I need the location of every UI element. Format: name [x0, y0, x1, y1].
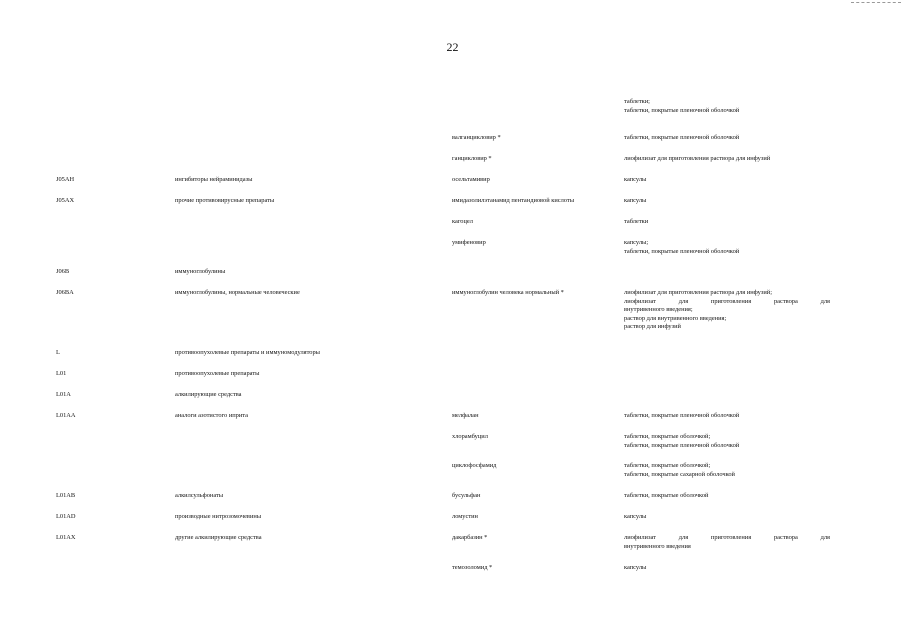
dosage-form-line: таблетки, покрытые пленочной оболочкой	[624, 441, 740, 449]
dosage-forms	[624, 433, 830, 450]
drug-name: ломустин	[452, 513, 478, 520]
dosage-forms	[624, 462, 830, 479]
table-row	[0, 155, 905, 176]
table-row	[0, 98, 905, 134]
table-row	[0, 391, 905, 412]
pharmacological-group: другие алкилирующие средства	[175, 534, 262, 541]
dosage-form-line: лиофилизат для приготовления раствора для	[624, 297, 830, 305]
dosage-form-line: таблетки, покрытые оболочкой	[624, 492, 709, 499]
dosage-form-line: капсулы	[624, 513, 647, 520]
table-row	[0, 370, 905, 391]
atc-code: J05AH	[56, 176, 75, 183]
dosage-forms	[624, 239, 830, 256]
dosage-forms	[624, 492, 830, 501]
table-row	[0, 134, 905, 155]
drug-name: умифеновир	[452, 239, 486, 246]
atc-code: L01AD	[56, 513, 76, 520]
table-row	[0, 239, 905, 268]
dosage-forms	[624, 289, 830, 332]
drug-name: бусульфан	[452, 492, 481, 499]
dosage-form-line: таблетки, покрытые сахарной оболочкой	[624, 470, 735, 478]
dosage-form-line: таблетки, покрытые пленочной оболочкой	[624, 106, 740, 114]
drug-name: темозоломид *	[452, 564, 493, 571]
atc-code: L	[56, 349, 60, 356]
table-row	[0, 176, 905, 197]
dosage-form-line: капсулы	[624, 176, 647, 183]
atc-code: J06B	[56, 268, 70, 275]
dosage-forms	[624, 513, 830, 522]
dosage-forms	[624, 564, 830, 573]
dosage-form-line: внутривенного введения	[624, 542, 691, 550]
pharmacological-group: прочие противовирусные препараты	[175, 197, 275, 204]
table-row	[0, 492, 905, 513]
atc-code: J06BA	[56, 289, 74, 296]
drug-name: ганцикловир *	[452, 155, 492, 162]
atc-code: L01A	[56, 391, 71, 398]
dosage-forms	[624, 134, 830, 143]
dosage-form-line: лиофилизат для приготовления раствора для	[624, 534, 830, 541]
pharmacological-group: иммуноглобулины, нормальные человеческие	[175, 289, 300, 296]
table-row	[0, 349, 905, 370]
dosage-forms	[624, 534, 830, 551]
table-row	[0, 197, 905, 218]
top-edge-line	[851, 2, 901, 3]
dosage-form-line: таблетки;	[624, 98, 650, 105]
pharmacological-group: производные нитрозомочевины	[175, 513, 262, 520]
table-row	[0, 513, 905, 534]
pharmacological-group: иммуноглобулины	[175, 268, 226, 275]
table-row	[0, 412, 905, 433]
dosage-form-line: лиофилизат для приготовления раствора для инфузий;	[624, 289, 772, 296]
pharmacological-group: противоопухолевые препараты	[175, 370, 260, 377]
drug-name: дакарбазин *	[452, 534, 488, 541]
pharmacological-group: аналоги азотистого иприта	[175, 412, 248, 419]
dosage-forms	[624, 218, 830, 227]
pharmacological-group: противоопухолевые препараты и иммуномодуляторы	[175, 349, 320, 356]
drug-name: кагоцел	[452, 218, 473, 225]
drug-name: имидазолилэтанамид пентандиовой кислоты	[452, 197, 574, 204]
pharmacological-group: алкилсульфонаты	[175, 492, 224, 499]
page-number: 22	[446, 40, 459, 54]
atc-code: L01AB	[56, 492, 76, 499]
dosage-form-line: раствор для внутривенного введения;	[624, 314, 727, 322]
table-row	[0, 433, 905, 462]
dosage-forms	[624, 176, 830, 185]
dosage-form-line: таблетки, покрытые оболочкой;	[624, 462, 711, 469]
dosage-form-line: внутривенного введения;	[624, 306, 693, 314]
drug-name: циклофосфамид	[452, 462, 497, 469]
drug-name: мелфалан	[452, 412, 479, 419]
dosage-form-line: таблетки, покрытые пленочной оболочкой	[624, 247, 740, 255]
pharmacological-group: алкилирующие средства	[175, 391, 242, 398]
dosage-form-line: таблетки, покрытые оболочкой;	[624, 433, 711, 440]
drug-name: осельтамивир	[452, 176, 490, 183]
dosage-form-line: раствор для инфузий	[624, 323, 681, 331]
atc-code: L01	[56, 370, 67, 377]
drug-name: хлорамбуцил	[452, 433, 488, 440]
dosage-forms	[624, 197, 830, 206]
dosage-form-line: лиофилизат для приготовления раствора для инфузий	[624, 155, 771, 162]
drug-name: валганцикловир *	[452, 134, 501, 141]
table-row	[0, 564, 905, 585]
dosage-forms	[624, 98, 830, 115]
dosage-form-line: таблетки, покрытые пленочной оболочкой	[624, 134, 740, 141]
pharmacological-group: ингибиторы нейраминидазы	[175, 176, 253, 183]
table-row	[0, 289, 905, 349]
dosage-form-line: капсулы	[624, 197, 647, 204]
dosage-form-line: капсулы;	[624, 239, 649, 246]
table-row	[0, 268, 905, 289]
dosage-forms	[624, 412, 830, 421]
atc-code: J05AX	[56, 197, 75, 204]
dosage-form-line: таблетки	[624, 218, 649, 225]
dosage-forms	[624, 155, 830, 164]
drug-name: иммуноглобулин человека нормальный *	[452, 289, 564, 296]
atc-code: L01AA	[56, 412, 76, 419]
dosage-form-line: капсулы	[624, 564, 647, 571]
dosage-form-line: таблетки, покрытые пленочной оболочкой	[624, 412, 740, 419]
table-row	[0, 218, 905, 239]
drug-table	[0, 98, 905, 585]
table-row	[0, 534, 905, 564]
table-row	[0, 462, 905, 492]
atc-code: L01AX	[56, 534, 76, 541]
